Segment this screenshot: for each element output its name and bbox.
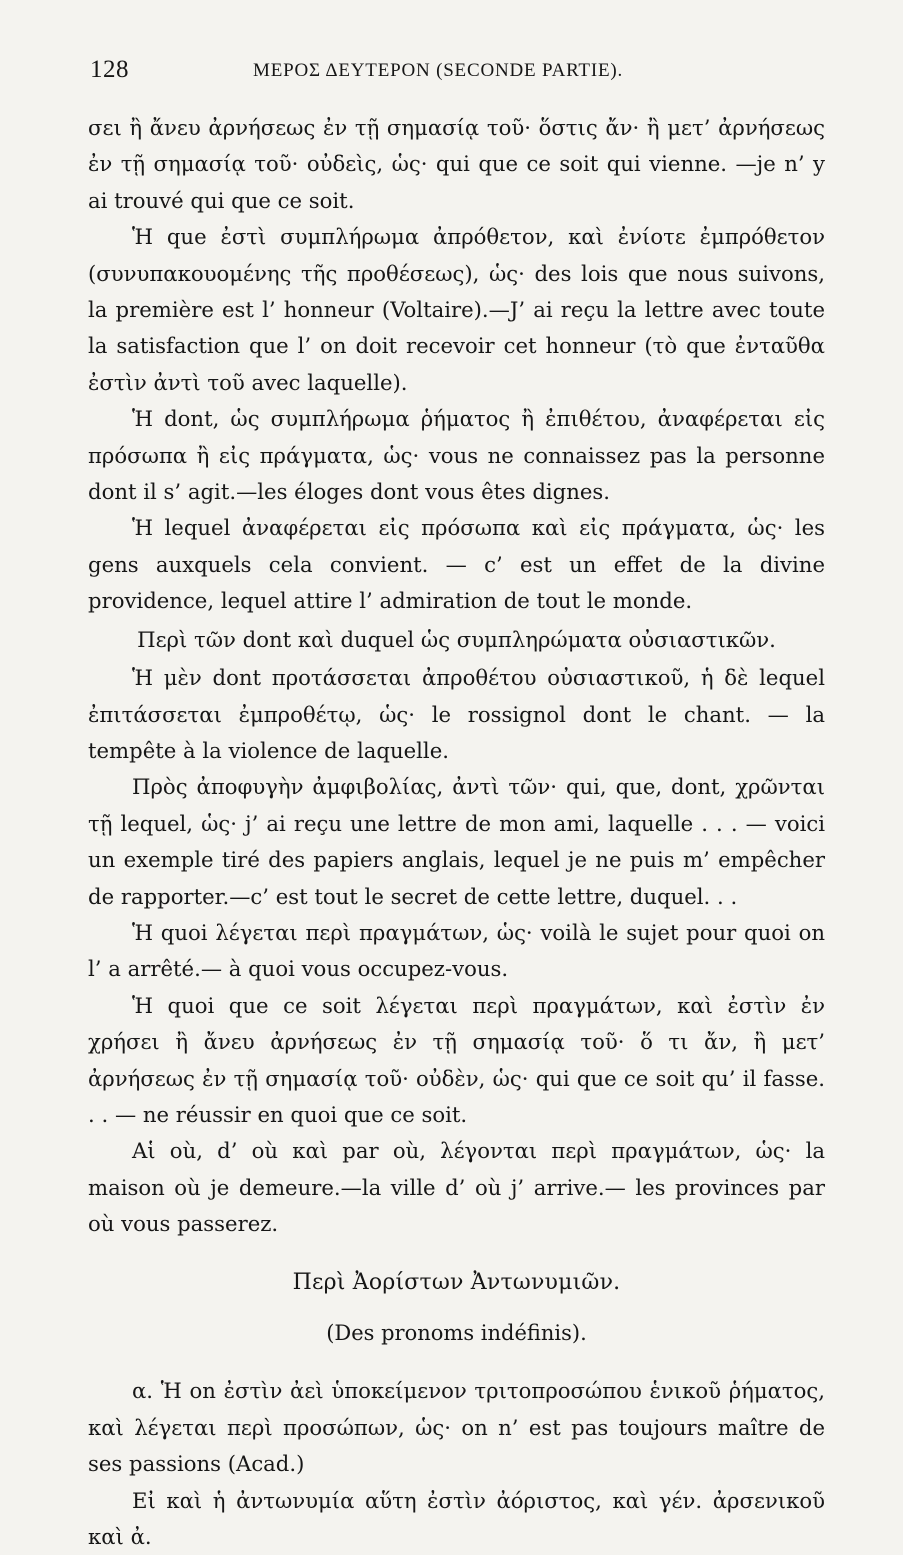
paragraph: σει ἢ ἄνευ ἀρνήσεως ἐν τῇ σημασίᾳ τοῦ· ὅστις ἄν· ἢ μετ’ ἀρνήσεως ἐν τῇ σημασίᾳ τοῦ· οὐδεὶς, ὡς· qui que ce soit qui vienne. —je n’ y ai trouvé qui que ce soit.	[88, 115, 825, 213]
paragraph: Πρὸς ἀποφυγὴν ἀμφιβολίας, ἀντὶ τῶν· qui, que, dont, χρῶνται τῇ lequel, ὡς· j’ ai reçu une lettre de mon ami, laquelle . . . — voici un exemple tiré des papiers anglais, lequel je ne puis m’ empêcher de rapporter.—c’ est tout le secret de cette lettre, duquel. . .	[88, 774, 825, 909]
running-head: ΜΕΡΟΣ ΔΕΥΤΕΡΟΝ (SECONDE PARTIE).	[253, 60, 624, 81]
center-line: Περὶ τῶν dont καὶ duquel ὡς συμπληρώματα οὐσιαστικῶν.	[137, 626, 776, 652]
paragraph: Αἱ où, d’ où καὶ par où, λέγονται περὶ πραγμάτων, ὡς· la maison où je demeure.—la ville d’ où j’ arrive.— les provinces par où vous passerez.	[88, 1138, 825, 1237]
section-title: Περὶ Ἀορίστων Ἀντωνυμιῶν.	[292, 1269, 621, 1295]
paragraph: Ἡ que ἐστὶ συμπλήρωμα ἀπρόθετον, καὶ ἐνίοτε ἐμπρόθετον (συνυπακουομένης τῆς προθέσεως), ὡς· des lois que nous suivons, la première est l’ honneur (Voltaire).—J’ ai reçu la lettre avec toute la satisfaction que l’ on doit recevoir cet honneur (τὸ que ἐνταῦθα ἐστὶν ἀντὶ τοῦ avec laquelle).	[88, 224, 825, 395]
section-subtitle: (Des pronoms indéfinis).	[326, 1321, 587, 1345]
paragraph: Ἡ lequel ἀναφέρεται εἰς πρόσωπα καὶ εἰς πράγματα, ὡς· les gens auxquels cela convient. — c’ est un effet de la divine providence, lequel attire l’ admiration de tout le monde.	[88, 515, 825, 614]
paragraph: Ἡ μὲν dont προτάσσεται ἀπροθέτου οὐσιαστικοῦ, ἡ δὲ lequel ἐπιτάσσεται ἐμπροθέτῳ, ὡς· le rossignol dont le chant. — la tempête à la violence de laquelle.	[88, 665, 825, 763]
page-number: 128	[90, 56, 129, 83]
page-text	[88, 110, 825, 1555]
paragraph: Ἡ dont, ὡς συμπλήρωμα ῥήματος ἢ ἐπιθέτου, ἀναφέρεται εἰς πρόσωπα ἢ εἰς πράγματα, ὡς· vous ne connaissez pas la personne dont il s’ agit.—les éloges dont vous êtes dignes.	[88, 406, 825, 505]
paragraph: Εἰ καὶ ἡ ἀντωνυμία αὕτη ἐστὶν ἀόριστος, καὶ γέν. ἀρσενικοῦ καὶ ἀ.	[88, 1487, 825, 1550]
page-header	[88, 52, 825, 96]
paragraph: Ἡ quoi λέγεται περὶ πραγμάτων, ὡς· voilà le sujet pour quoi on l’ a arrêté.— à quoi vous occupez-vous.	[88, 919, 825, 982]
paragraph: Ἡ quoi que ce soit λέγεται περὶ πραγμάτων, καὶ ἐστὶν ἐν χρήσει ἢ ἄνευ ἀρνήσεως ἐν τῇ σημασίᾳ τοῦ· ὅ τι ἄν, ἢ μετ’ ἀρνήσεως ἐν τῇ σημασίᾳ τοῦ· οὐδὲν, ὡς· qui que ce soit qu’ il fasse. . . — ne réussir en quoi que ce soit.	[88, 992, 825, 1127]
paragraph: α. Ἡ on ἐστὶν ἀεὶ ὑποκείμενον τριτοπροσώπου ἑνικοῦ ῥήματος, καὶ λέγεται περὶ προσώπων, ὡς· on n’ est pas toujours maître de ses passions (Acad.)	[88, 1378, 825, 1477]
